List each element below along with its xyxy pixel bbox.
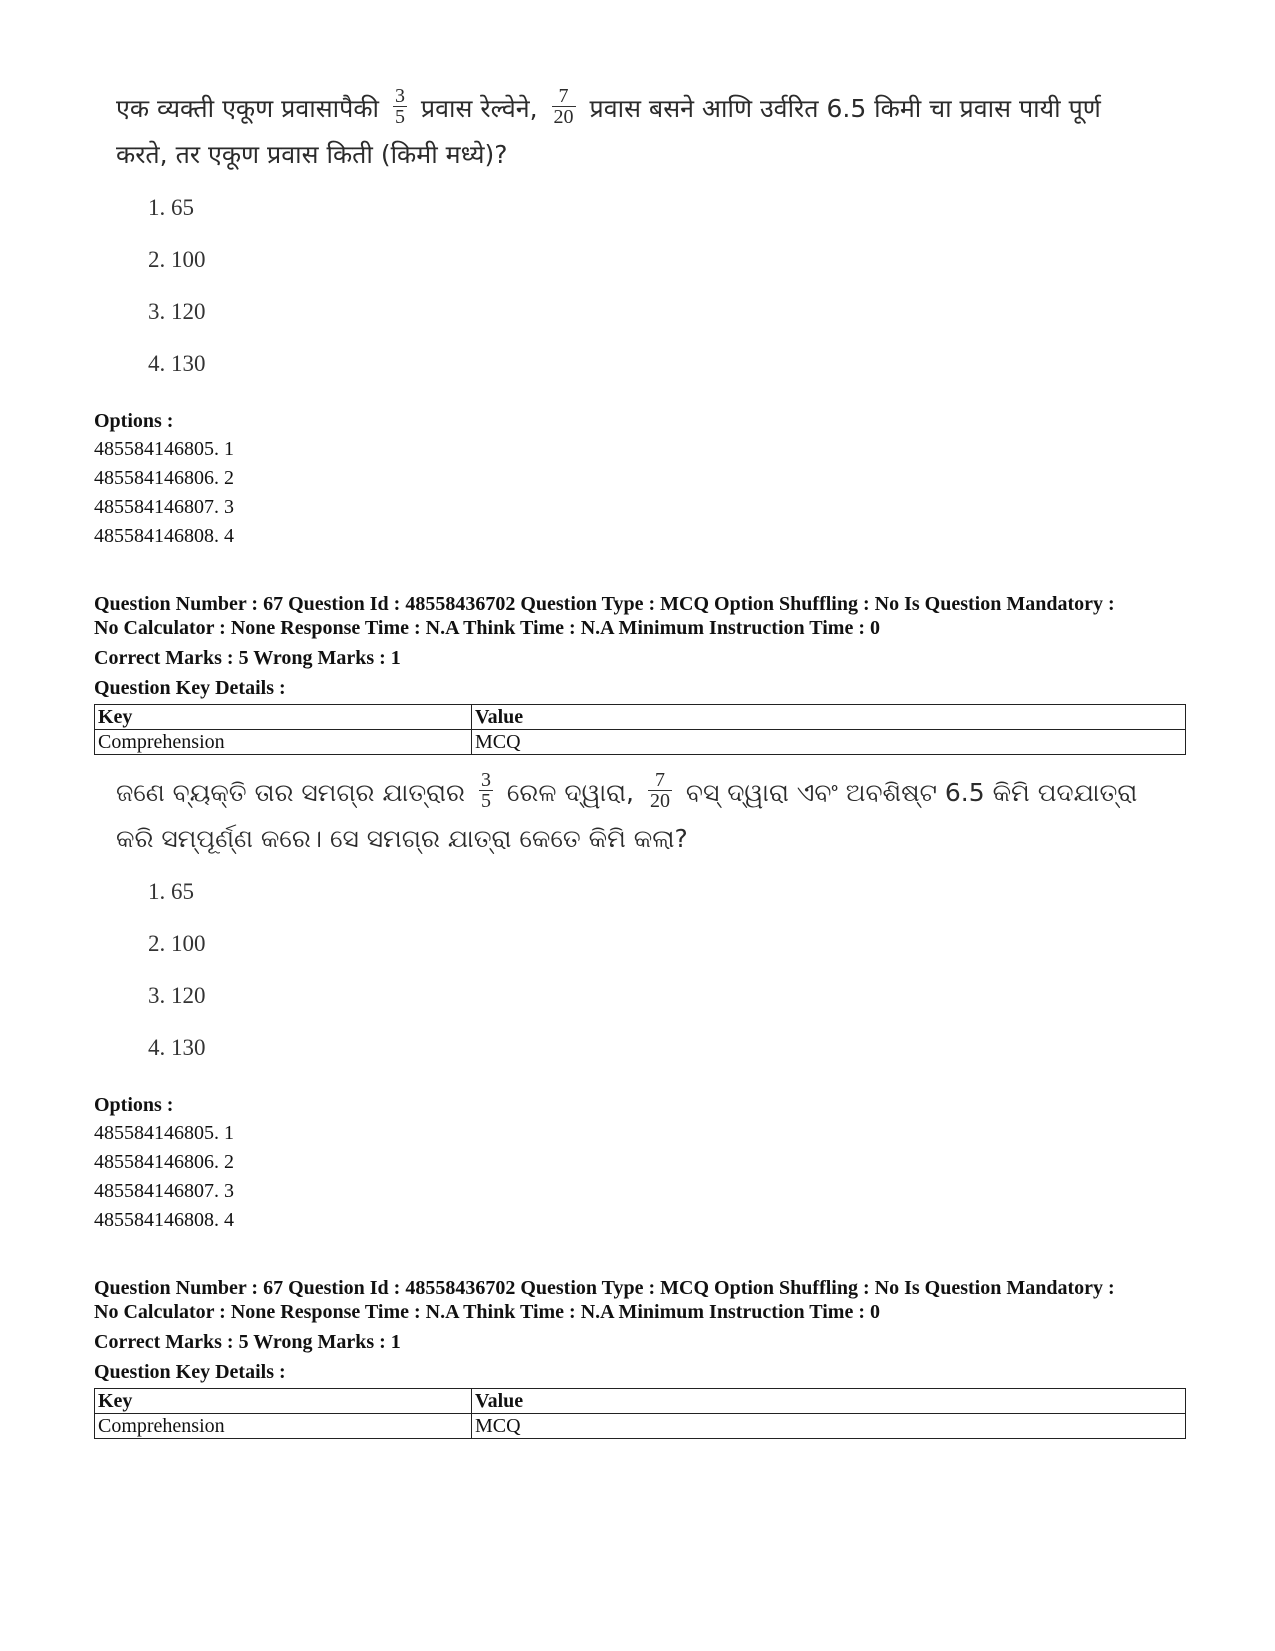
answer-choice: 4. 130: [148, 1035, 206, 1060]
answer-choices: [148, 182, 206, 390]
option-id: 485584146807. 3: [94, 496, 234, 518]
question-meta: [94, 1276, 1194, 1439]
table-cell-value: MCQ: [472, 730, 1186, 755]
option-id: 485584146806. 2: [94, 1151, 234, 1173]
question-meta-line: Question Number : 67 Question Id : 48558436702 Question Type : MCQ Option Shuffling : No Is Question Mandatory :: [94, 593, 1115, 615]
answer-choice: 1. 65: [148, 879, 194, 904]
options-section: [94, 1091, 1194, 1235]
table-cell-value: MCQ: [472, 1414, 1186, 1439]
question-meta-line: No Calculator : None Response Time : N.A Think Time : N.A Minimum Instruction Time : 0: [94, 1301, 880, 1323]
question-meta-line: No Calculator : None Response Time : N.A Think Time : N.A Minimum Instruction Time : 0: [94, 617, 880, 639]
answer-choice: 3. 120: [148, 983, 206, 1008]
option-id: 485584146807. 3: [94, 1180, 234, 1202]
fraction-numerator: 3: [394, 84, 405, 107]
table-row: [95, 1414, 1186, 1439]
fraction-seven-twentieths: [552, 86, 576, 127]
table-header-key: Key: [95, 1389, 472, 1414]
table-header-row: [95, 1389, 1186, 1414]
marks-line: Correct Marks : 5 Wrong Marks : 1: [94, 647, 401, 669]
answer-choice: 1. 65: [148, 195, 194, 220]
question-meta: [94, 592, 1194, 755]
key-details-title: Question Key Details :: [94, 677, 286, 699]
question-text-part: ଜଣେ ବ୍ୟକ୍ତି ତାର ସମଗ୍ର ଯାତ୍ରାର: [116, 778, 465, 807]
fraction-three-fifths: [479, 770, 493, 811]
options-title: Options :: [94, 410, 174, 432]
marks-line: Correct Marks : 5 Wrong Marks : 1: [94, 1331, 401, 1353]
fraction-denominator: 20: [553, 105, 574, 128]
key-details-table: [94, 704, 1186, 755]
key-details-table: [94, 1388, 1186, 1439]
table-header-value: Value: [472, 1389, 1186, 1414]
option-id: 485584146808. 4: [94, 1209, 234, 1231]
question-meta-line: Question Number : 67 Question Id : 48558436702 Question Type : MCQ Option Shuffling : No Is Question Mandatory :: [94, 1277, 1115, 1299]
question-text-marathi: [116, 86, 1156, 178]
fraction-numerator: 7: [558, 84, 569, 107]
fraction-three-fifths: [393, 86, 407, 127]
table-header-key: Key: [95, 705, 472, 730]
question-text-part: प्रवास बसने आणि उर्वरित 6.5 किमी चा प्रवास पायी पूर्ण करते, तर एकूण प्रवास किती (किमी मध्ये)?: [116, 94, 1101, 169]
table-cell-key: Comprehension: [95, 1414, 472, 1439]
table-header-value: Value: [472, 705, 1186, 730]
question-text-part: एक व्यक्ती एकूण प्रवासापैकी: [116, 94, 379, 123]
option-id: 485584146808. 4: [94, 525, 234, 547]
question-text-odia: [116, 770, 1156, 862]
question-text-part: ରେଳ ଦ୍ୱାରା,: [506, 778, 634, 807]
fraction-denominator: 5: [394, 105, 405, 128]
answer-choice: 2. 100: [148, 931, 206, 956]
fraction-seven-twentieths: [648, 770, 672, 811]
question-text-part: ବସ୍ ଦ୍ୱାରା ଏବଂ ଅବଶିଷ୍ଟ 6.5 କିମି ପଦଯାତ୍ରା କରି ସମ୍ପୂର୍ଣ୍ଣ କରେ। ସେ ସମଗ୍ର ଯାତ୍ରା କେତେ କିମି କଲା?: [116, 778, 1138, 853]
answer-choice: 2. 100: [148, 247, 206, 272]
key-details-title: Question Key Details :: [94, 1361, 286, 1383]
options-section: [94, 407, 1194, 551]
table-header-row: [95, 705, 1186, 730]
option-id: 485584146806. 2: [94, 467, 234, 489]
question-text-part: प्रवास रेल्वेने,: [420, 94, 538, 123]
fraction-numerator: 3: [480, 768, 491, 791]
fraction-denominator: 5: [480, 789, 491, 812]
option-id: 485584146805. 1: [94, 438, 234, 460]
table-cell-key: Comprehension: [95, 730, 472, 755]
table-row: [95, 730, 1186, 755]
fraction-denominator: 20: [649, 789, 670, 812]
options-title: Options :: [94, 1094, 174, 1116]
answer-choices: [148, 866, 206, 1074]
option-id: 485584146805. 1: [94, 1122, 234, 1144]
fraction-numerator: 7: [654, 768, 665, 791]
answer-choice: 3. 120: [148, 299, 206, 324]
answer-choice: 4. 130: [148, 351, 206, 376]
